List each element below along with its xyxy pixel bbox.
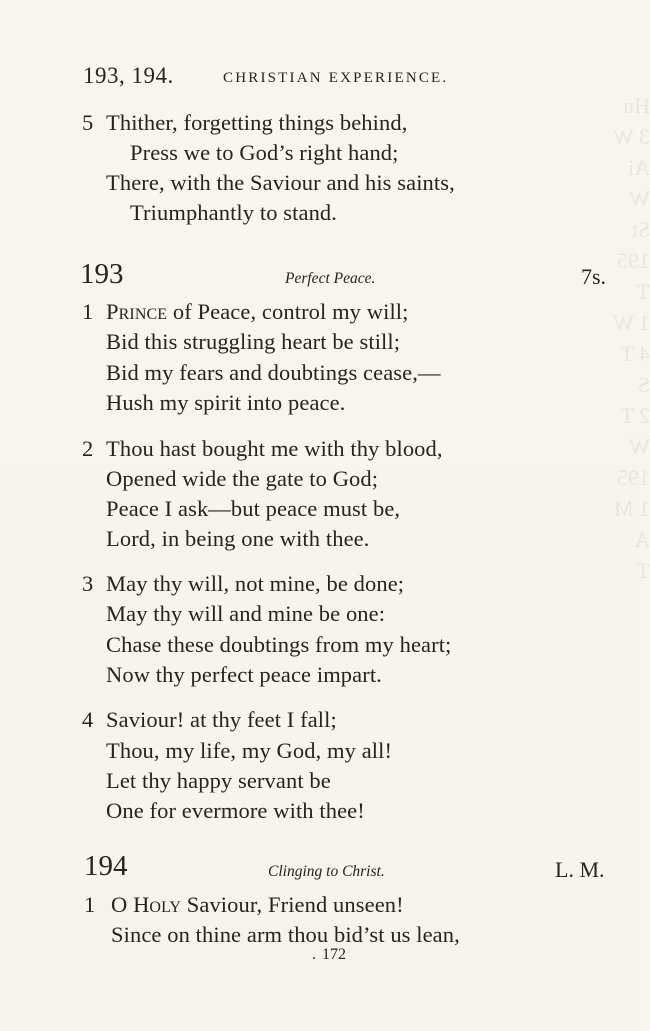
verse-line: Since on thine arm thou bid’st us lean, [111,922,460,947]
hymn-number: 194 [84,850,128,882]
verse-first-line-rest: of Peace, control my will; [167,299,409,324]
verse-first-line-prefix: O [111,892,134,917]
page-number-value: 172 [322,946,346,963]
running-header [83,63,483,89]
verse-number: 2 [82,436,94,461]
verse-line: Lord, in being one with thee. [106,526,370,551]
page-number [312,946,346,964]
verse-line: Thou hast bought me with thy blood, [106,436,443,461]
verse-line: Hush my spirit into peace. [106,390,346,415]
header-running-title: CHRISTIAN EXPERIENCE. [223,70,449,86]
verse-line: Chase these doubtings from my heart; [106,632,452,657]
verse-line: Now thy perfect peace impart. [106,662,382,687]
small-caps-word: Holy [133,892,182,917]
verse-line: Press we to God’s right hand; [130,140,399,165]
verse-number: 5 [82,110,94,135]
verse-line: May thy will, not mine, be done; [106,571,405,596]
verse-line: There, with the Saviour and his saints, [106,170,455,195]
verse-first-line [106,299,409,325]
hymn-number: 193 [80,258,124,290]
hymn-meter: 7s. [581,264,607,289]
hymn-title: Perfect Peace. [285,270,376,287]
verse-line: Thither, forgetting things behind, [106,110,408,135]
verse-number: 1 [84,892,96,917]
verse-line: Peace I ask—but peace must be, [106,496,401,521]
verse-line: Saviour! at thy feet I fall; [106,707,337,732]
verse-line: Thou, my life, my God, my all! [106,738,393,763]
verse-number: 1 [82,299,94,324]
verse-first-line-rest: Saviour, Friend unseen! [181,892,404,917]
verse-first-line [111,892,404,918]
page-number-dot: . [312,946,316,963]
verse-number: 4 [82,707,94,732]
verse-line: May thy will and mine be one: [106,601,386,626]
small-caps-word: Prince [106,299,168,324]
hymn-meter: L. M. [555,857,605,882]
verse-line: One for evermore with thee! [106,798,365,823]
bleed-through-text: Hu 3 W Ai W St 195 T 1 W 4 T S 2 T W 195 1 M A T [613,93,650,583]
header-hymn-numbers: 193, 194. [83,63,174,88]
hymn-title: Clinging to Christ. [268,863,385,880]
verse-line: Bid my fears and doubtings cease,— [106,360,441,385]
verse-number: 3 [82,571,94,596]
verse-line: Let thy happy servant be [106,768,331,793]
verse-line: Opened wide the gate to God; [106,466,379,491]
verse-line: Triumphantly to stand. [130,200,338,225]
verse-line: Bid this struggling heart be still; [106,329,401,354]
